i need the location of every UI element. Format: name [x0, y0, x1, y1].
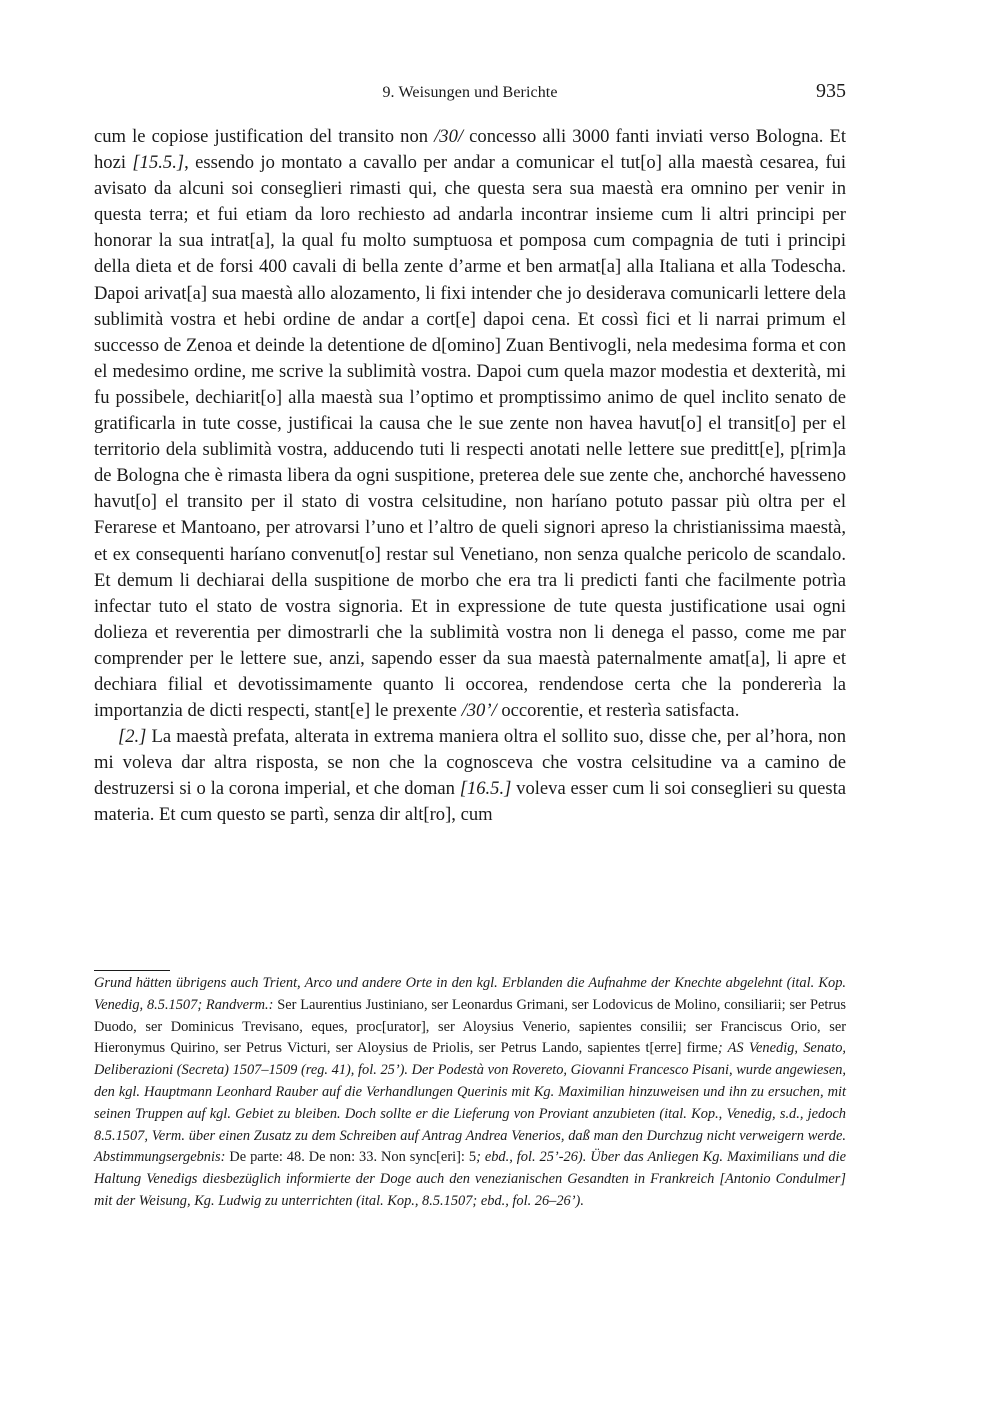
page-number: 935: [816, 80, 846, 102]
footnote-rule: [94, 970, 170, 971]
text-run: concesso alli 3000 fanti inviati verso Bologna. Et hozi: [94, 126, 846, 174]
italic-run: ; AS Venedig, Senato, Deliberazioni (Secreta) 1507–1509 (reg. 41), fol. 25’). Der Podestà von Rovereto, Giovanni Francesco Pisani, wurde angewiesen, den kgl. Hauptmann Leonhard Rauber auf die Verhandlungen Querinis mit Kg. Maximilian hinzuweisen und ihn zu ersuchen, mit seinen Truppen auf kgl. Gebiet zu bleiben. Doch sollte er die Lieferung von Proviant anzubieten (ital. Kop., Venedig, s.d., jedoch 8.5.1507, Verm. über einen Zusatz zu dem Schreiben auf Antrag Andrea Venerios, daß man den Durchzug nicht verweigern werde. Abstimmungsergebnis:: [94, 1040, 846, 1166]
page-header: [94, 80, 846, 108]
document-page: [94, 0, 846, 1418]
italic-run: /30’/: [461, 700, 497, 722]
italic-run: [2.]: [118, 726, 147, 748]
text-run: La maestà prefata, alterata in extrema maniera oltra el sollito suo, disse che, per al’hora, non mi voleva dar altra risposta, se non che la cognosceva che vostra celsitudine va a camino de destruzersi si o la corona imperial, et che doman: [94, 726, 846, 800]
text-run: voleva esser cum li soi conseglieri su questa materia. Et cum questo se partì, senza dir alt[ro], cum: [94, 778, 846, 826]
italic-run: [16.5.]: [459, 778, 512, 800]
paragraph-2: [94, 724, 846, 828]
text-run: De parte: 48. De non: 33. Non sync[eri]: 5: [225, 1149, 477, 1166]
italic-run: ; ebd., fol. 25’-26). Über das Anliegen Kg. Maximilians und die Haltung Venedigs diesbezüglich informierte der Doge auch den venezianischen Gesandten in Frankreich [Antonio Condulmer] mit der Weisung, Kg. Ludwig zu unterrichten (ital. Kop., 8.5.1507; ebd., fol. 26–26’).: [94, 1149, 847, 1209]
footnote: [94, 973, 846, 1213]
footnote-text: [94, 973, 846, 1213]
paragraph-1: [94, 124, 846, 724]
main-text: [94, 124, 846, 829]
text-run: Ser Laurentius Justiniano, ser Leonardus Grimani, ser Lodovicus de Molino, consiliarii; ser Petrus Duodo, ser Dominicus Trevisano, eques, proc[urator], ser Aloysius Venerio, sapientes consilii; ser Franciscus Orio, ser Hieronymus Quirino, ser Petrus Victuri, ser Aloysius de Priolis, ser Petrus Lando, sapientes t[erre] firme: [94, 996, 846, 1057]
running-head: 9. Weisungen und Berichte: [382, 84, 558, 101]
italic-run: /30/: [434, 126, 464, 147]
text-run: , essendo jo montato a cavallo per andar a comunicar el tut[o] alla maestà cesarea, fui avisato da alcuni soi conseglieri rimasti qui, che questa sera sua maestà era omnino per venir in questa terra; et fui etiam da loro rechiesto ad andarla incontrar insieme cum li altri principi per honorar la sua intrat[a], la qual fu molto sumptuosa et pomposa cum compagnia de tuti i principi della dieta et de forsi 400 cavali di bella zente d’arme et ben armat[a] alla Italiana et alla Todescha. Dapoi arivat[a] sua maestà allo alozamento, li fixi intender che jo desiderava comunicarli lettere dela sublimità vostra et hebi ordine de andar a cort[e] dapoi cena. Et cossì fici et li narrai primum el successo de Zenoa et deinde la detentione de d[omino] Zuan Bentivogli, nela medesima forma et con el medesimo ordine, me scrive la sublimità vostra. Dapoi cum quela mazor modestia et dexterità, mi fu possibele, dechiarit[o] alla maestà sua l’optimo et promptissimo animo de quel inclito senato de gratificarla in tute cosse, justificai la causa che le sue zente non havea havut[o] el transit[o] per el territorio dela sublimità vostra, adducendo tuti li respecti anotati nelle lettere sue preditt[e], p[rim]a de Bologna che è rimasta libera da ogni suspitione, preterea dele sue zente che, anchorché havesseno havut[o] el transito per il stato di vostra celsitudine, non haríano potuto passar più oltra per el Ferarese et Mantoano, per atrovarsi l’uno et l’altro de queli signori apreso la christianissima maestà, et ex consequenti haríano convenut[o] restar sul Venetiano, non senza qualche pericolo de scandalo. Et demum li dechiarai della suspitione de morbo che era tra li predicti fanti che facilmente potrìa infectar tuto el stato de vostra signoria. Et in expressione de tute questa justificatione usai ogni dolieza et reverentia per dimostrarli che la sublimità vostra non li denega el passo, come me par comprender per le lettere sue, anzi, sapendo esser da sua maestà paternalmente amat[a], li apre et dechiara filial et devotissimamente quanto li occorea, rendendose certa che la pondererìa la importanzia de dicti respecti, stant[e] le prexente: [94, 152, 846, 722]
text-run: occorentie, et resterìa satisfacta.: [496, 700, 740, 722]
text-run: cum le copiose justification del transito non: [94, 126, 435, 147]
italic-run: Grund hätten übrigens auch Trient, Arco und andere Orte in den kgl. Erblanden die Aufnahme der Knechte abgelehnt (ital. Kop. Venedig, 8.5.1507; Randverm.:: [94, 975, 846, 1013]
italic-run: [15.5.]: [132, 152, 185, 174]
